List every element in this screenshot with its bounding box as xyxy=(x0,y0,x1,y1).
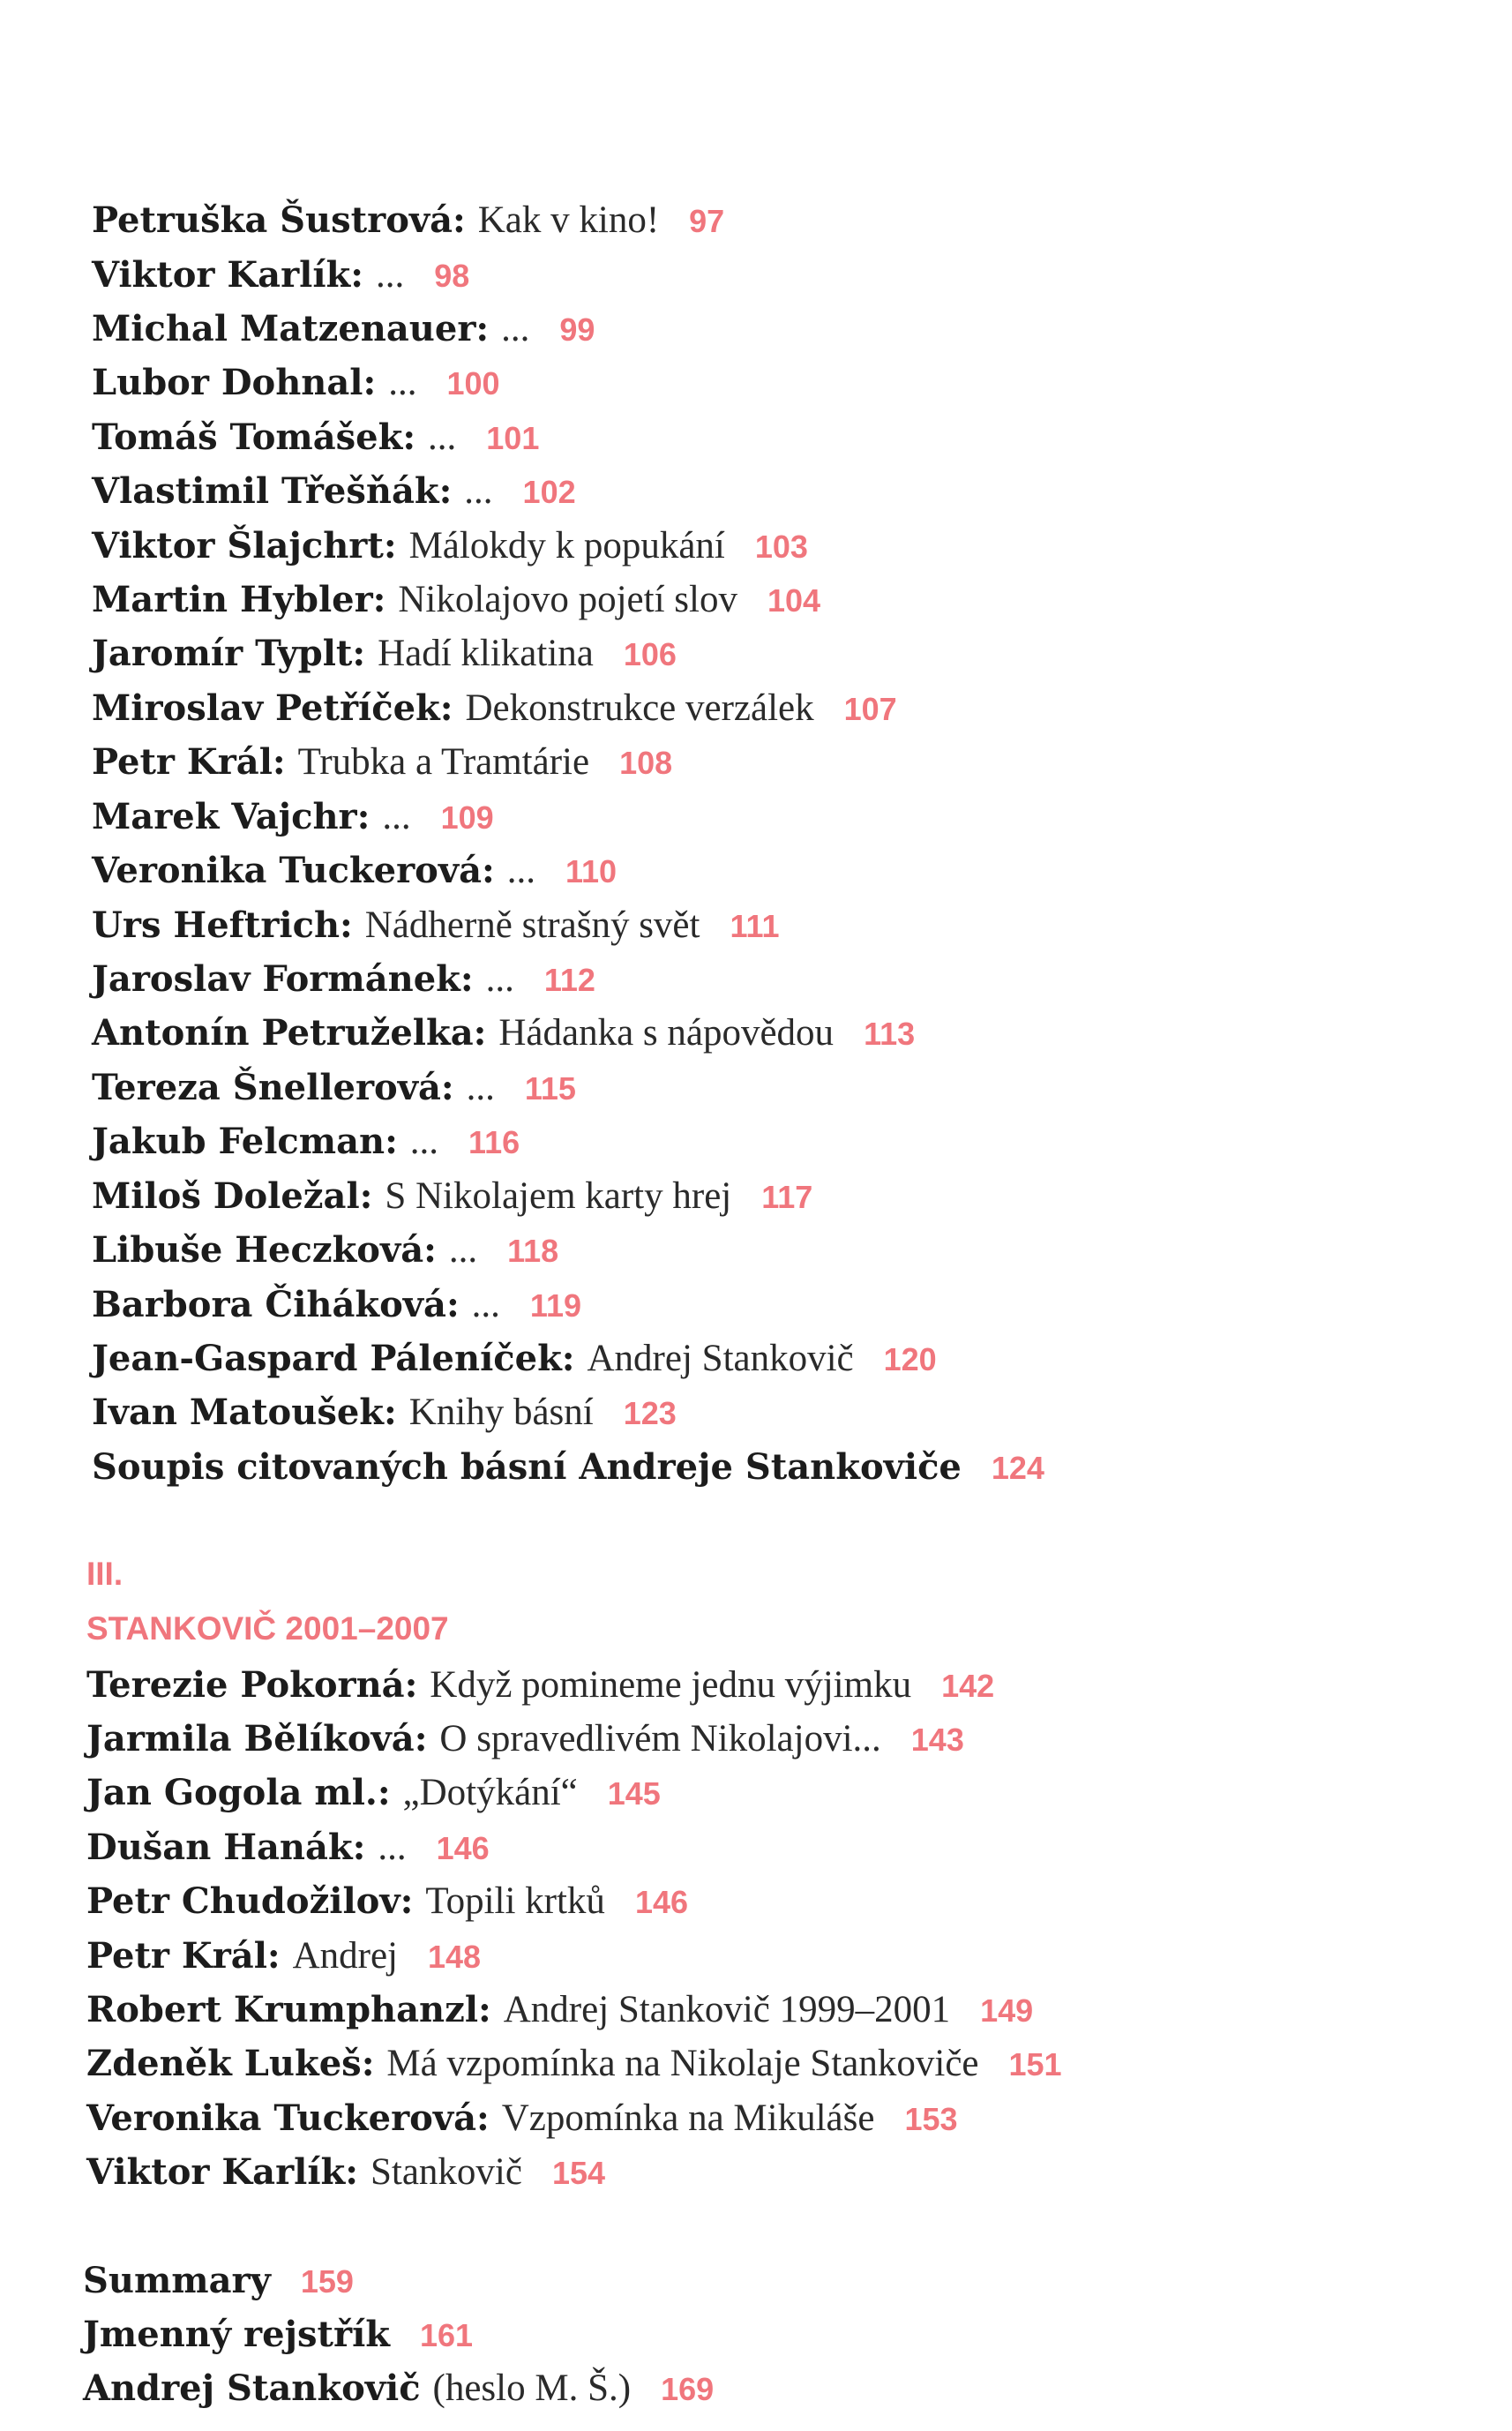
entry-page-number: 146 xyxy=(436,1830,490,1866)
entry-page-number: 142 xyxy=(941,1668,995,1704)
entry-separator: : xyxy=(476,2097,502,2139)
toc-entry xyxy=(92,687,897,730)
entry-author: Urs Heftrich xyxy=(92,904,341,946)
entry-author: Miloš Doležal xyxy=(92,1175,360,1217)
entry-page-number: 145 xyxy=(607,1775,661,1812)
entry-title: Nádherně strašný svět xyxy=(364,904,700,946)
entry-page-number: 100 xyxy=(446,365,500,401)
entry-author: Jakub Felcman xyxy=(92,1121,385,1162)
entry-page-number: 159 xyxy=(300,2263,354,2300)
toc-entry xyxy=(86,2043,1062,2085)
entry-page-number: 97 xyxy=(689,203,725,239)
entry-separator: : xyxy=(345,2151,371,2193)
entry-title: S Nikolajem karty hrej xyxy=(385,1175,732,1217)
entry-title: (heslo M. Š.) xyxy=(432,2367,632,2409)
entry-author: Viktor Karlík xyxy=(86,2151,346,2193)
entry-title: Andrej Stankovič xyxy=(587,1338,854,1379)
entry-page-number: 107 xyxy=(843,691,897,727)
entry-page-number: 104 xyxy=(767,582,821,619)
toc-entry xyxy=(86,1772,661,1814)
toc-entry xyxy=(86,2097,958,2140)
entry-author: Andrej Stankovič xyxy=(83,2367,421,2409)
entry-page-number: 117 xyxy=(761,1179,813,1215)
toc-entry xyxy=(92,1012,915,1054)
toc-entry xyxy=(86,2151,605,2194)
entry-author: Terezie Pokorná xyxy=(86,1664,405,1706)
entry-page-number: 118 xyxy=(507,1233,559,1269)
entry-separator: : xyxy=(385,1121,410,1162)
entry-separator: : xyxy=(482,850,507,891)
entry-separator: : xyxy=(453,199,478,241)
entry-author: Jaromír Typlt xyxy=(92,633,353,674)
section-number: III. xyxy=(86,1556,124,1592)
entry-page-number: 154 xyxy=(551,2155,606,2191)
toc-entry xyxy=(92,470,576,513)
entry-separator: : xyxy=(439,687,466,729)
entry-page-number: 103 xyxy=(754,529,808,565)
section-heading: STANKOVIČ 2001–2007 xyxy=(86,1610,449,1647)
toc-entry xyxy=(92,1067,576,1109)
entry-title: O spravedlivém Nikolajovi... xyxy=(439,1718,881,1759)
entry-author: Petr Král xyxy=(86,1935,267,1977)
entry-separator: : xyxy=(438,470,465,512)
entry-author: Veronika Tuckerová xyxy=(92,850,483,891)
toc-entry xyxy=(86,1989,1033,2031)
entry-title: Má vzpomínka na Nikolaje Stankoviče xyxy=(386,2043,979,2084)
toc-entry xyxy=(92,579,820,621)
entry-separator: : xyxy=(561,1338,588,1379)
entry-title: ... xyxy=(471,1284,500,1325)
entry-separator: : xyxy=(340,904,365,946)
entry-author: Tomáš Tomášek xyxy=(92,416,403,458)
entry-title: ... xyxy=(428,416,457,458)
entry-page-number: 110 xyxy=(565,853,618,889)
entry-page-number: 151 xyxy=(1008,2046,1062,2082)
entry-author: Jmenný rejstřík xyxy=(83,2314,391,2355)
entry-author: Zdeněk Lukeš xyxy=(86,2043,362,2084)
entry-page-number: 109 xyxy=(440,799,494,836)
entry-separator xyxy=(421,2367,433,2409)
toc-entry xyxy=(86,1880,688,1923)
entry-title: ... xyxy=(464,470,493,512)
entry-separator: : xyxy=(350,254,376,296)
entry-separator: : xyxy=(414,1718,440,1759)
entry-page-number: 113 xyxy=(864,1016,916,1052)
toc-entry xyxy=(92,254,469,296)
entry-page-number: 123 xyxy=(623,1395,677,1431)
entry-title: Málokdy k popukání xyxy=(408,525,725,566)
entry-separator: : xyxy=(363,362,389,403)
entry-title: ... xyxy=(378,1827,407,1868)
toc-entry xyxy=(92,850,617,892)
entry-author: Petr Král xyxy=(92,741,273,783)
entry-title: Andrej Stankovič 1999–2001 xyxy=(503,1989,951,2030)
entry-title: Hadí klikatina xyxy=(378,633,594,674)
toc-entry xyxy=(92,796,494,838)
toc-entry xyxy=(86,1718,964,1760)
entry-separator: : xyxy=(475,308,502,349)
toc-entry xyxy=(92,1446,1044,1489)
toc-entry xyxy=(92,741,672,784)
entry-page-number: 98 xyxy=(434,258,470,294)
entry-author: Jean-Gaspard Páleníček xyxy=(92,1338,562,1379)
entry-page-number: 112 xyxy=(543,962,595,998)
entry-author: Jarmila Bělíková xyxy=(86,1718,415,1759)
entry-separator: : xyxy=(372,579,399,620)
entry-author: Barbora Čiháková xyxy=(92,1284,446,1325)
entry-title: ... xyxy=(448,1229,478,1271)
entry-title: ... xyxy=(388,362,417,403)
entry-title: ... xyxy=(485,958,514,1000)
entry-page-number: 108 xyxy=(619,745,673,781)
toc-entry xyxy=(92,525,808,567)
entry-author: Jan Gogola ml. xyxy=(86,1772,378,1813)
entry-author: Vlastimil Třešňák xyxy=(92,470,439,512)
entry-title: ... xyxy=(466,1067,495,1108)
entry-author: Miroslav Petříček xyxy=(92,687,440,729)
entry-title: Hádanka s nápovědou xyxy=(498,1012,835,1054)
entry-page-number: 101 xyxy=(486,420,540,456)
entry-page-number: 119 xyxy=(529,1287,581,1324)
entry-author: Antonín Petruželka xyxy=(92,1012,474,1054)
entry-author: Lubor Dohnal xyxy=(92,362,363,403)
entry-title: Topili krtků xyxy=(425,1880,605,1922)
entry-author: Viktor Šlajchrt xyxy=(92,525,384,566)
entry-title: Nikolajovo pojetí slov xyxy=(398,579,737,620)
toc-entry xyxy=(83,2314,473,2356)
entry-author: Tereza Šnellerová xyxy=(92,1067,441,1108)
entry-separator: : xyxy=(423,1229,449,1271)
toc-entry xyxy=(92,1392,677,1434)
toc-entry xyxy=(83,2367,714,2410)
entry-author: Robert Krumphanzl xyxy=(86,1989,479,2030)
entry-title: ... xyxy=(382,796,411,837)
entry-separator: : xyxy=(478,1989,504,2030)
toc-entry xyxy=(83,2260,354,2302)
entry-title: ... xyxy=(375,254,405,296)
entry-separator: : xyxy=(359,1175,385,1217)
entry-title: ... xyxy=(409,1121,439,1162)
entry-title: Knihy básní xyxy=(408,1392,594,1433)
entry-page-number: 161 xyxy=(420,2317,474,2353)
entry-separator: : xyxy=(445,1284,472,1325)
toc-entry xyxy=(92,633,677,675)
toc-entry xyxy=(92,199,724,242)
entry-title: Vzpomínka na Mikuláše xyxy=(501,2097,875,2139)
entry-separator: : xyxy=(377,1772,403,1813)
toc-entry xyxy=(92,1175,812,1218)
entry-separator: : xyxy=(272,741,298,783)
entry-separator: : xyxy=(352,633,378,674)
entry-separator: : xyxy=(361,2043,387,2084)
entry-separator: : xyxy=(473,1012,499,1054)
entry-title: Stankovič xyxy=(370,2151,522,2193)
toc-entry xyxy=(92,1121,520,1163)
entry-author: Ivan Matoušek xyxy=(92,1392,384,1433)
entry-page-number: 106 xyxy=(623,636,677,672)
entry-author: Dušan Hanák xyxy=(86,1827,353,1868)
entry-separator: : xyxy=(404,1664,430,1706)
entry-title: ... xyxy=(501,308,530,349)
entry-page-number: 111 xyxy=(730,908,780,944)
entry-title: ... xyxy=(506,850,535,891)
entry-author: Summary xyxy=(83,2260,271,2301)
entry-author: Jaroslav Formánek xyxy=(92,958,460,1000)
entry-separator: : xyxy=(383,525,409,566)
toc-entry xyxy=(86,1935,481,1977)
entry-separator: : xyxy=(460,958,486,1000)
entry-author: Libuše Heczková xyxy=(92,1229,424,1271)
entry-separator: : xyxy=(402,416,429,458)
entry-author: Soupis citovaných básní Andreje Stankoviče xyxy=(92,1446,962,1488)
entry-page-number: 99 xyxy=(559,311,595,348)
toc-entry xyxy=(92,362,500,404)
entry-title: Kak v kino! xyxy=(477,199,660,241)
entry-separator: : xyxy=(266,1935,293,1977)
toc-entry xyxy=(92,308,595,350)
entry-title: Když pomineme jednu výjimku xyxy=(430,1664,912,1706)
entry-title: Trubka a Tramtárie xyxy=(297,741,590,783)
entry-title: Andrej xyxy=(292,1935,398,1977)
toc-entry xyxy=(86,1664,994,1707)
entry-author: Viktor Karlík xyxy=(92,254,351,296)
toc-entry xyxy=(92,904,780,947)
toc-entry xyxy=(92,1229,558,1272)
entry-separator: : xyxy=(356,796,383,837)
toc-entry xyxy=(92,1284,581,1326)
entry-page-number: 102 xyxy=(522,474,576,510)
entry-page-number: 169 xyxy=(661,2371,715,2407)
entry-author: Marek Vajchr xyxy=(92,796,357,837)
entry-page-number: 146 xyxy=(634,1884,689,1920)
entry-separator: : xyxy=(352,1827,378,1868)
entry-author: Martin Hybler xyxy=(92,579,373,620)
entry-author: Veronika Tuckerová xyxy=(86,2097,477,2139)
entry-author: Petr Chudožilov xyxy=(86,1880,400,1922)
entry-author: Petruška Šustrová xyxy=(92,199,453,241)
toc-entry xyxy=(86,1827,490,1869)
entry-page-number: 143 xyxy=(910,1722,964,1758)
entry-page-number: 124 xyxy=(991,1450,1044,1486)
entry-title: Dekonstrukce verzálek xyxy=(465,687,814,729)
entry-page-number: 153 xyxy=(904,2101,958,2137)
entry-separator: : xyxy=(440,1067,467,1108)
toc-entry xyxy=(92,958,595,1001)
entry-page-number: 149 xyxy=(980,1992,1034,2029)
entry-separator: : xyxy=(384,1392,409,1433)
entry-author: Michal Matzenauer xyxy=(92,308,476,349)
entry-separator: : xyxy=(400,1880,426,1922)
toc-entry xyxy=(92,1338,937,1380)
entry-title: „Dotýkání“ xyxy=(402,1772,578,1813)
entry-page-number: 120 xyxy=(883,1341,937,1377)
entry-page-number: 148 xyxy=(428,1939,482,1975)
entry-page-number: 116 xyxy=(468,1124,520,1160)
entry-page-number: 115 xyxy=(524,1070,576,1107)
toc-entry xyxy=(92,416,539,459)
